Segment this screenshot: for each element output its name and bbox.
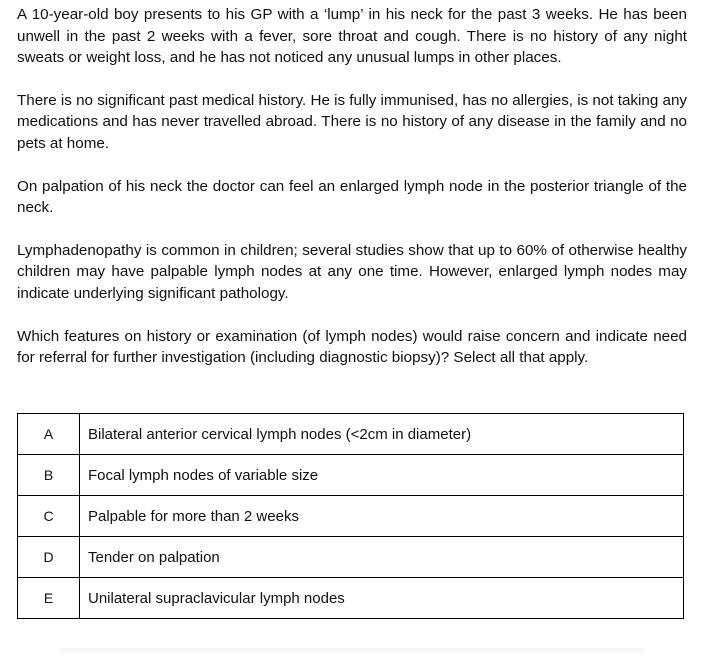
option-text: Bilateral anterior cervical lymph nodes (<2cm in diameter)	[80, 414, 684, 455]
option-text: Unilateral supraclavicular lymph nodes	[80, 578, 684, 619]
question-stem	[17, 4, 687, 390]
option-text: Tender on palpation	[80, 537, 684, 578]
option-text: Focal lymph nodes of variable size	[80, 455, 684, 496]
option-row-a[interactable]	[18, 414, 684, 455]
option-row-c[interactable]	[18, 496, 684, 537]
option-letter: C	[18, 496, 80, 537]
option-letter: A	[18, 414, 80, 455]
examination-paragraph: On palpation of his neck the doctor can feel an enlarged lymph node in the posterior triangle of the neck.	[17, 177, 687, 217]
case-presentation-paragraph: A 10-year-old boy presents to his GP with a ‘lump’ in his neck for the past 3 weeks. He has been unwell in the past 2 weeks with a fever, sore throat and cough. There is no history of any night sweats or weight loss, and he has not noticed any unusual lumps in other places.	[17, 6, 687, 67]
option-letter: B	[18, 455, 80, 496]
option-text: Palpable for more than 2 weeks	[80, 496, 684, 537]
question-prompt: Which features on history or examination (of lymph nodes) would raise concern and indicate need for referral for further investigation (including diagnostic biopsy)? Select all that apply.	[17, 327, 687, 367]
page-bottom-shadow	[60, 648, 645, 656]
answer-options-table	[17, 413, 684, 619]
option-letter: D	[18, 537, 80, 578]
option-row-d[interactable]	[18, 537, 684, 578]
option-row-b[interactable]	[18, 455, 684, 496]
background-paragraph: Lymphadenopathy is common in children; several studies show that up to 60% of otherwise healthy children may have palpable lymph nodes at any one time. However, enlarged lymph nodes may indicate underlying significant pathology.	[17, 241, 687, 302]
option-letter: E	[18, 578, 80, 619]
option-row-e[interactable]	[18, 578, 684, 619]
past-history-paragraph: There is no significant past medical history. He is fully immunised, has no allergies, is not taking any medications and has never travelled abroad. There is no history of any disease in the family and no pets at home.	[17, 91, 687, 152]
